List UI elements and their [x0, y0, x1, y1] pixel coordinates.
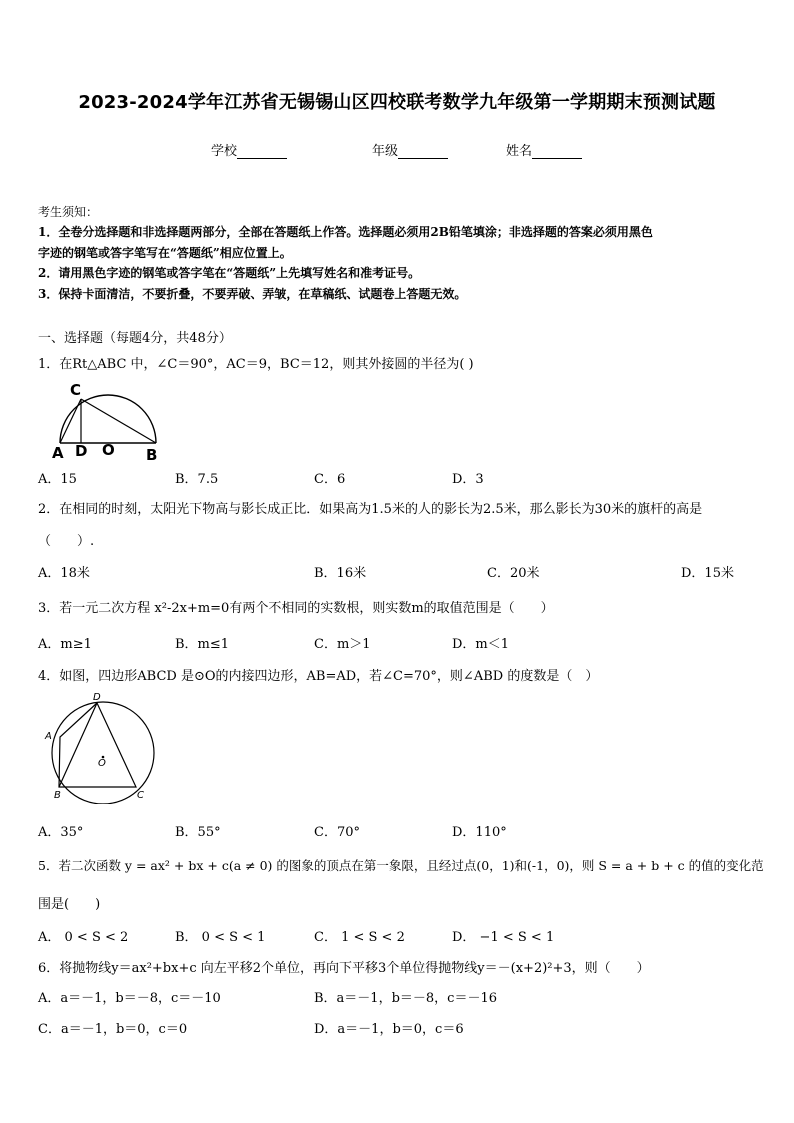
option: A．a＝－1，b＝－8，c＝－10	[38, 991, 221, 1006]
quadrilateral-ABCD	[59, 703, 136, 787]
school-label: 学校	[211, 144, 238, 159]
notice-item: 2．请用黑色字迹的钢笔或答字笔在“答题纸”上先填写姓名和准考证号。	[38, 266, 421, 280]
label-C: C	[137, 790, 144, 801]
option: C．70°	[314, 825, 360, 840]
grade-label: 年级	[372, 144, 399, 159]
option: A．m≥1	[38, 637, 92, 652]
school-blank	[237, 144, 287, 159]
option: B．a＝－1，b＝－8，c＝－16	[314, 991, 497, 1006]
option: D．m＜1	[452, 637, 510, 652]
option: C．m＞1	[314, 637, 371, 652]
option: B． 0 < S < 1	[175, 930, 266, 945]
name-blank	[532, 144, 582, 159]
option: D．3	[452, 472, 484, 487]
q4-stem: 4．如图，四边形ABCD 是⊙O的内接四边形，AB=AD，若∠C=70°，则∠ABD 的度数是（ ）	[38, 669, 599, 684]
q5-stem-cont: 围是( )	[38, 897, 101, 912]
option: A．18米	[38, 566, 90, 581]
option: D．a＝－1，b＝0，c＝6	[314, 1022, 464, 1037]
q2-stem-cont: （ ）.	[38, 534, 95, 549]
diagonal-BD	[59, 703, 97, 787]
option: D．110°	[452, 825, 507, 840]
option: B．m≤1	[175, 637, 230, 652]
q4-inscribed-quadrilateral-figure	[38, 690, 160, 804]
section-heading: 一、选择题（每题4分，共48分）	[38, 331, 232, 346]
option: A．15	[38, 472, 77, 487]
option: A．35°	[38, 825, 84, 840]
option: B．7.5	[175, 472, 219, 487]
label-D: D	[75, 442, 88, 460]
q3-stem: 3．若一元二次方程 x²-2x+m=0有两个不相同的实数根，则实数m的取值范围是（ ）	[38, 601, 554, 616]
q5-stem: 5．若二次函数 y = ax² + bx + c(a ≠ 0) 的图象的顶点在第一象限，且经过点(0，1)和(-1，0)，则 S = a + b + c 的值的变化范	[38, 858, 764, 873]
label-A: A	[45, 731, 52, 742]
option: B．16米	[314, 566, 367, 581]
option: D．15米	[681, 566, 734, 581]
label-B: B	[54, 790, 61, 801]
option: C．a＝－1，b＝0，c＝0	[38, 1022, 188, 1037]
option: B．55°	[175, 825, 221, 840]
label-B: B	[146, 446, 158, 464]
option: A． 0 < S < 2	[38, 930, 129, 945]
option: C．6	[314, 472, 346, 487]
q2-stem: 2．在相同的时刻，太阳光下物高与影长成正比．如果高为1.5米的人的影长为2.5米，那么影长为30米的旗杆的高是	[38, 502, 703, 517]
grade-blank	[398, 144, 448, 159]
page-title: 2023-2024学年江苏省无锡锡山区四校联考数学九年级第一学期期末预测试题	[78, 92, 716, 113]
segment-AC	[60, 399, 81, 443]
notice-item: 字迹的钢笔或答字笔写在“答题纸”相应位置上。	[38, 246, 292, 260]
option: D． −1 < S < 1	[452, 930, 555, 945]
notice-item: 3．保持卡面清洁，不要折叠，不要弄破、弄皱，在草稿纸、试题卷上答题无效。	[38, 287, 467, 301]
segment-CB	[81, 399, 156, 443]
label-A: A	[52, 444, 64, 462]
q6-stem: 6．将抛物线y＝ax²+bx+c 向左平移2个单位，再向下平移3个单位得抛物线y＝－(x+2)²+3，则（ ）	[38, 961, 650, 976]
label-C: C	[70, 381, 82, 399]
name-label: 姓名	[506, 144, 533, 159]
school-field	[211, 140, 287, 159]
label-D: D	[93, 692, 101, 703]
q1-stem: 1．在Rt△ABC 中，∠C＝90°，AC＝9，BC＝12，则其外接圆的半径为( )	[38, 357, 474, 372]
label-O: O	[98, 758, 106, 769]
q1-semicircle-figure	[48, 378, 160, 464]
semicircle-arc	[60, 395, 156, 443]
notice-heading: 考生须知：	[38, 205, 99, 219]
option: C．20米	[487, 566, 540, 581]
name-field	[506, 140, 582, 159]
notice-item: 1．全卷分选择题和非选择题两部分，全部在答题纸上作答。选择题必须用2B铅笔填涂；非选择题的答案必须用黑色	[38, 225, 653, 239]
label-O: O	[102, 441, 115, 459]
option: C． 1 < S < 2	[314, 930, 405, 945]
grade-field	[372, 140, 448, 159]
